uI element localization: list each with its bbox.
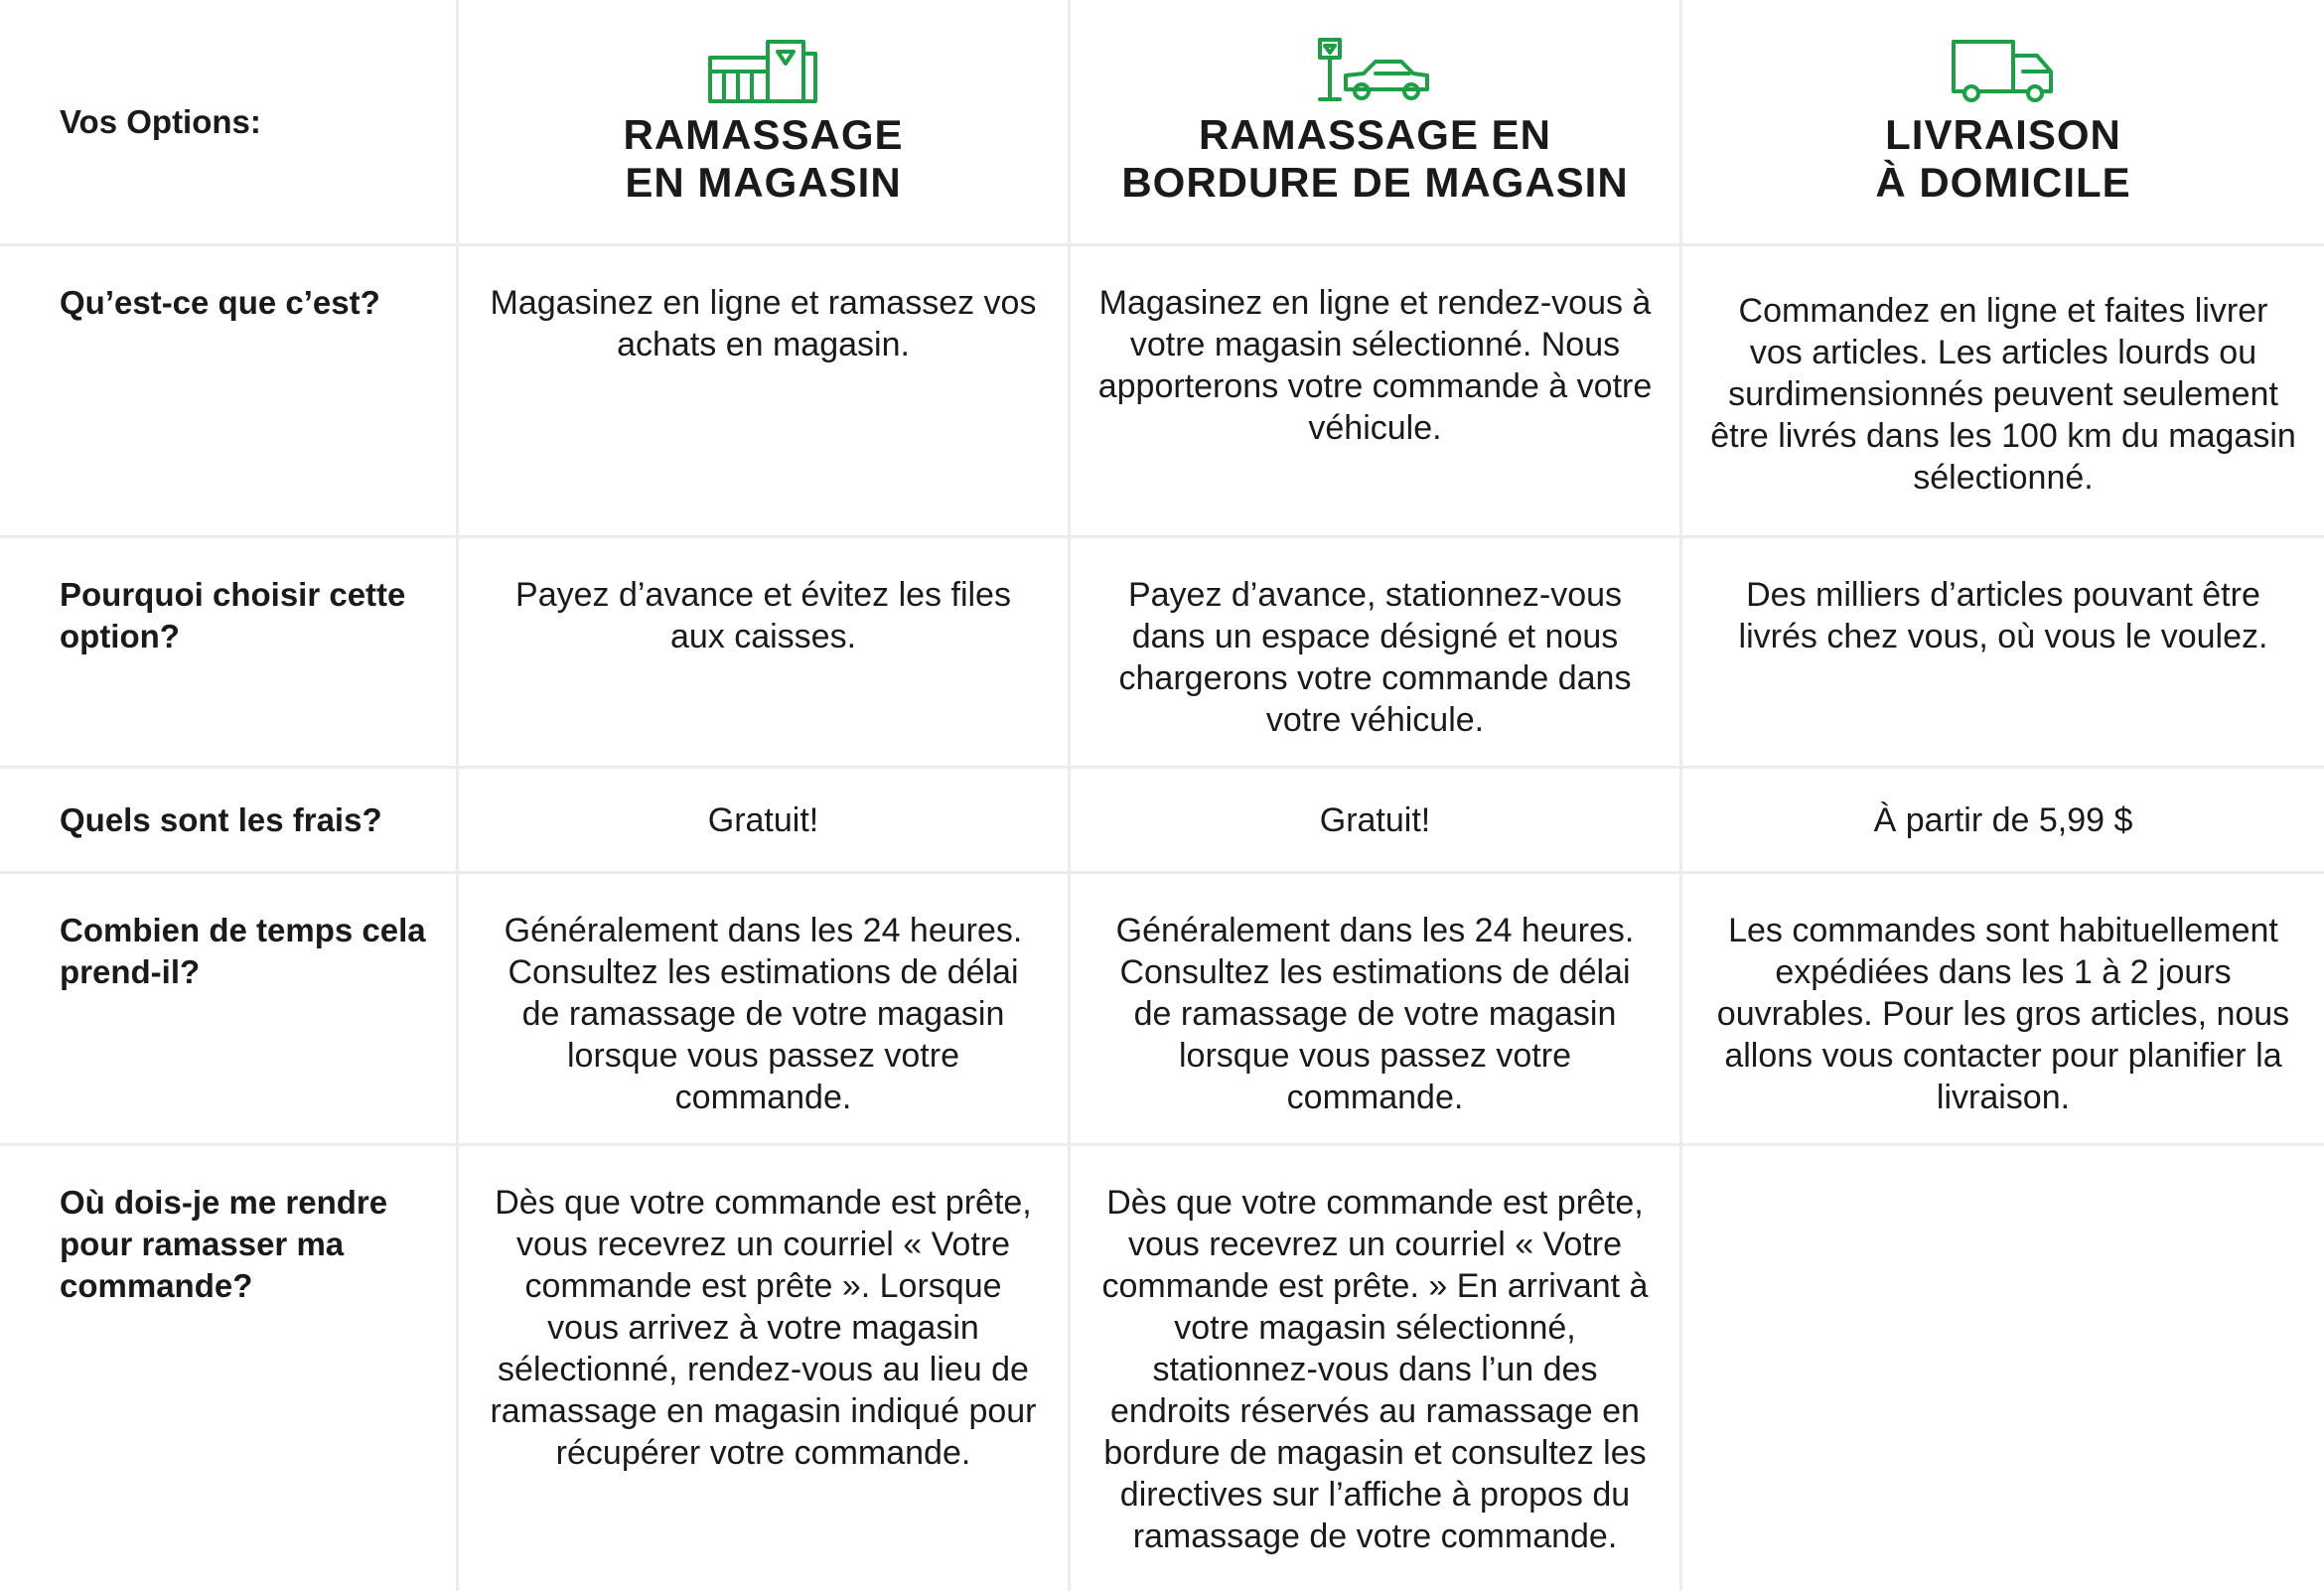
- row-question: Combien de temps cela prend-il?: [0, 874, 459, 1146]
- table-cell: [1682, 1146, 2324, 1591]
- table-cell: Magasinez en ligne et rendez-vous à votre magasin sélectionné. Nous apporterons votre commande à votre véhicule.: [1071, 246, 1682, 538]
- table-cell: Des milliers d’articles pouvant être livrés chez vous, où vous le voulez.: [1682, 538, 2324, 769]
- column-title-line2: À DOMICILE: [1875, 159, 2131, 206]
- options-label: Vos Options:: [60, 102, 261, 140]
- row-question: Qu’est-ce que c’est?: [0, 246, 459, 538]
- table-cell: Généralement dans les 24 heures. Consultez les estimations de délai de ramassage de votre magasin lorsque vous passez votre commande.: [459, 874, 1071, 1146]
- column-header-curbside-pickup: [1071, 0, 1682, 246]
- table-cell: Dès que votre commande est prête, vous recevrez un courriel « Votre commande est prête ». Lorsque vous arrivez à votre magasin sélectionné, rendez-vous au lieu de ramassage en magasin indiqué pour récupérer votre commande.: [459, 1146, 1071, 1591]
- table-cell: Magasinez en ligne et ramassez vos achats en magasin.: [459, 246, 1071, 538]
- column-title-line2: EN MAGASIN: [625, 159, 902, 206]
- options-label-cell: [0, 0, 459, 246]
- table-cell: Gratuit!: [459, 769, 1071, 874]
- table-cell: Commandez en ligne et faites livrer vos articles. Les articles lourds ou surdimensionnés peuvent seulement être livrés dans les 100 km du magasin sélectionné.: [1682, 246, 2324, 538]
- column-title-line2: BORDURE DE MAGASIN: [1121, 159, 1629, 206]
- column-title-line1: LIVRAISON: [1885, 111, 2121, 158]
- column-header-store-pickup: [459, 0, 1071, 246]
- column-header-home-delivery: [1682, 0, 2324, 246]
- delivery-truck-icon: [1944, 36, 2063, 105]
- row-question: Pourquoi choisir cette option?: [0, 538, 459, 769]
- table-cell: À partir de 5,99 $: [1682, 769, 2324, 874]
- column-title-line1: RAMASSAGE: [623, 111, 904, 158]
- table-cell: Les commandes sont habituellement expédiées dans les 1 à 2 jours ouvrables. Pour les gros articles, nous allons vous contacter pour planifier la livraison.: [1682, 874, 2324, 1146]
- table-cell: Payez d’avance, stationnez-vous dans un espace désigné et nous chargerons votre commande dans votre véhicule.: [1071, 538, 1682, 769]
- row-question: Où dois-je me rendre pour ramasser ma commande?: [0, 1146, 459, 1591]
- curbside-car-icon: [1316, 36, 1435, 105]
- table-cell: Gratuit!: [1071, 769, 1682, 874]
- column-title-line1: RAMASSAGE EN: [1198, 111, 1552, 158]
- table-cell: Payez d’avance et évitez les files aux caisses.: [459, 538, 1071, 769]
- table-cell: Généralement dans les 24 heures. Consultez les estimations de délai de ramassage de votre magasin lorsque vous passez votre commande.: [1071, 874, 1682, 1146]
- table-cell: Dès que votre commande est prête, vous recevrez un courriel « Votre commande est prête. » En arrivant à votre magasin sélectionné, stationnez-vous dans l’un des endroits réservés au ramassage en bordure de magasin et consultez les directives sur l’affiche à propos du ramassage de votre commande.: [1071, 1146, 1682, 1591]
- row-question: Quels sont les frais?: [0, 769, 459, 874]
- store-icon: [704, 36, 823, 105]
